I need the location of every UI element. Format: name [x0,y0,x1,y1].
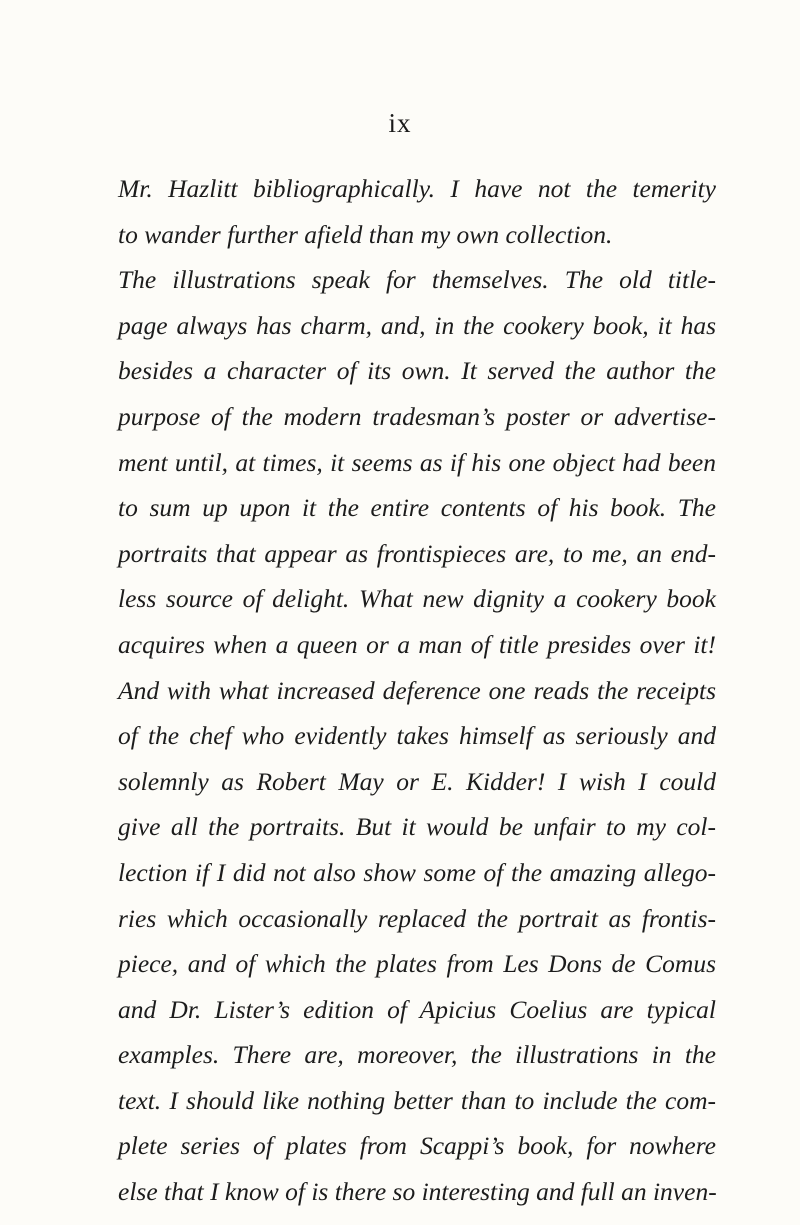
text-line: The illustrations speak for themselves. The old title- [118,265,716,295]
text-line: ries which occasionally replaced the portrait as frontis- [118,903,716,933]
text-line: text. I should like nothing better than to include the com- [118,1085,716,1115]
text-line: ment until, at times, it seems as if his one object had been [118,447,716,477]
text-line: portraits that appear as frontispieces are, to me, an end- [118,538,716,568]
text-line: Mr. Hazlitt bibliographically. I have not the temerity [118,174,716,203]
text-line: of the chef who evidently takes himself as seriously and [118,721,716,751]
text-line: to wander further afield than my own collection. [118,219,613,249]
text-line: give all the portraits. But it would be unfair to my col- [118,812,716,842]
text-line: acquires when a queen or a man of title presides over it! [118,629,716,659]
page-number: ix [388,108,412,138]
body-text [118,166,716,1215]
text-line: page always has charm, and, in the cookery book, it has [118,310,716,340]
text-line: to sum up upon it the entire contents of his book. The [118,493,716,523]
text-line: examples. There are, moreover, the illustrations in the [118,1040,716,1070]
text-line: and Dr. Lister’s edition of Apicius Coelius are typical [118,994,716,1024]
text-line: less source of delight. What new dignity a cookery book [118,584,716,614]
text-line: lection if I did not also show some of the amazing allego- [118,857,716,887]
text-line: else that I know of is there so interesting and full an inven- [118,1177,717,1207]
text-line: plete series of plates from Scappi’s book, for nowhere [118,1131,716,1161]
text-line: solemnly as Robert May or E. Kidder! I wish I could [118,766,716,796]
text-line: purpose of the modern tradesman’s poster or advertise- [118,401,716,431]
text-line: besides a character of its own. It served the author the [118,356,716,386]
text-line: And with what increased deference one reads the receipts [118,675,716,705]
text-line: piece, and of which the plates from Les Dons de Comus [118,949,716,979]
